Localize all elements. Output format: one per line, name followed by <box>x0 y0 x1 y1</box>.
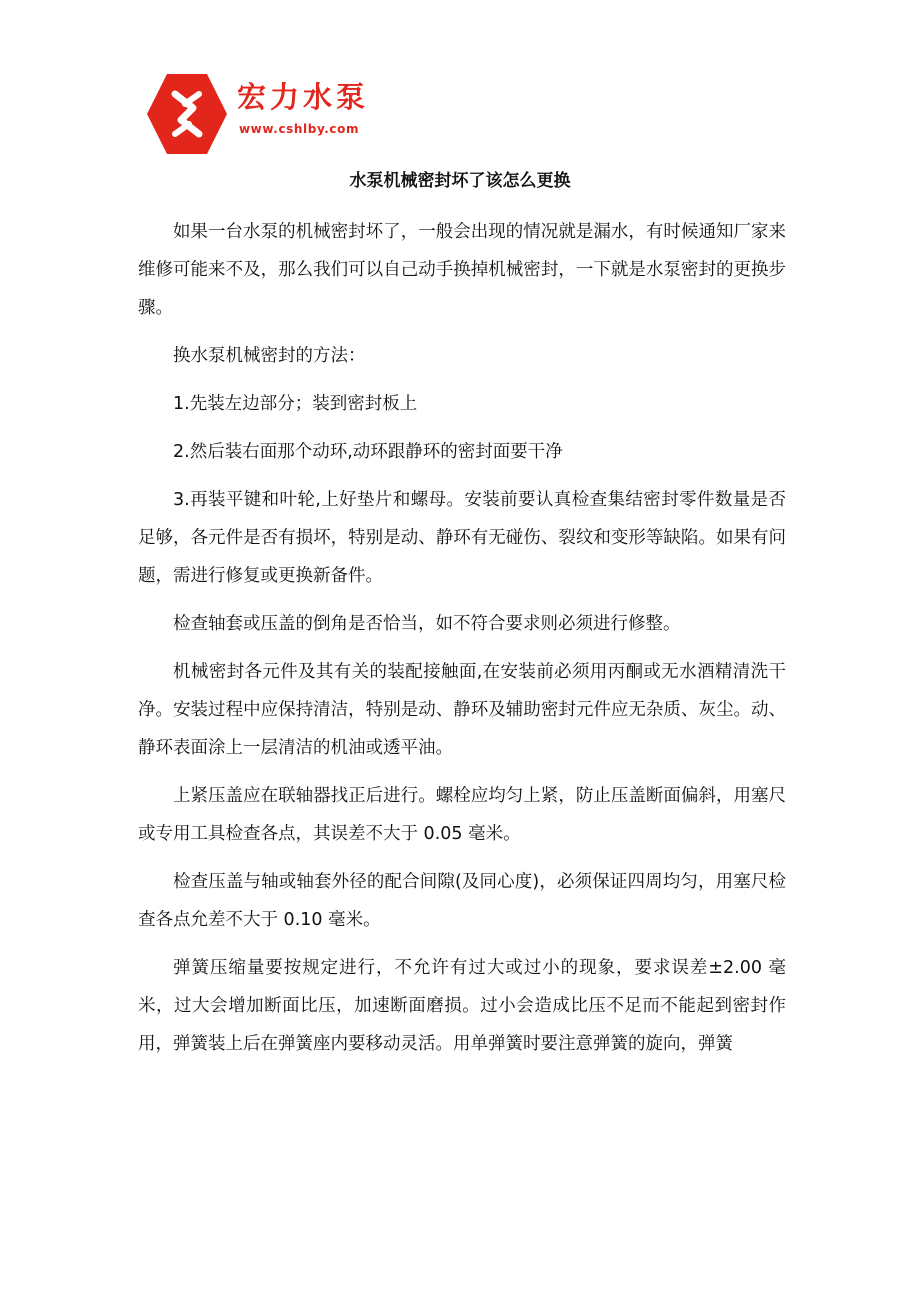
paragraph: 弹簧压缩量要按规定进行，不允许有过大或过小的现象，要求误差±2.00 毫米，过大会增加断面比压，加速断面磨损。过小会造成比压不足而不能起到密封作用，弹簧装上后在弹簧座内要移动灵活。用单弹簧时要注意弹簧的旋向，弹簧 <box>138 958 786 1054</box>
brand-url: www.cshlby.com <box>239 122 360 136</box>
paragraph: 上紧压盖应在联轴器找正后进行。螺栓应均匀上紧，防止压盖断面偏斜，用塞尺或专用工具检查各点，其误差不大于 0.05 毫米。 <box>138 786 786 844</box>
paragraph: 机械密封各元件及其有关的装配接触面,在安装前必须用丙酮或无水酒精清洗干净。安装过程中应保持清洁，特别是动、静环及辅助密封元件应无杂质、灰尘。动、静环表面涂上一层清洁的机油或透平油。 <box>138 662 786 758</box>
paragraph: 1.先装左边部分；装到密封板上 <box>173 394 418 414</box>
paragraph: 2.然后装右面那个动环,动环跟静环的密封面要干净 <box>173 442 563 462</box>
brand-logo <box>145 72 405 156</box>
brand-name: 宏力水泵 <box>237 80 370 114</box>
brand-logo-icon <box>145 72 229 156</box>
paragraph: 检查压盖与轴或轴套外径的配合间隙(及同心度)，必须保证四周均匀，用塞尺检查各点允差不大于 0.10 毫米。 <box>138 872 786 930</box>
page-title: 水泵机械密封坏了该怎么更换 <box>349 171 571 191</box>
paragraph: 检查轴套或压盖的倒角是否恰当，如不符合要求则必须进行修整。 <box>173 614 681 634</box>
paragraph: 3.再装平键和叶轮,上好垫片和螺母。安装前要认真检查集结密封零件数量是否足够，各元件是否有损坏，特别是动、静环有无碰伤、裂纹和变形等缺陷。如果有问题，需进行修复或更换新备件。 <box>138 490 786 586</box>
paragraph: 如果一台水泵的机械密封坏了，一般会出现的情况就是漏水，有时候通知厂家来维修可能来不及，那么我们可以自己动手换掉机械密封，一下就是水泵密封的更换步骤。 <box>138 222 786 318</box>
article-body <box>138 213 786 1073</box>
paragraph: 换水泵机械密封的方法： <box>173 346 366 366</box>
